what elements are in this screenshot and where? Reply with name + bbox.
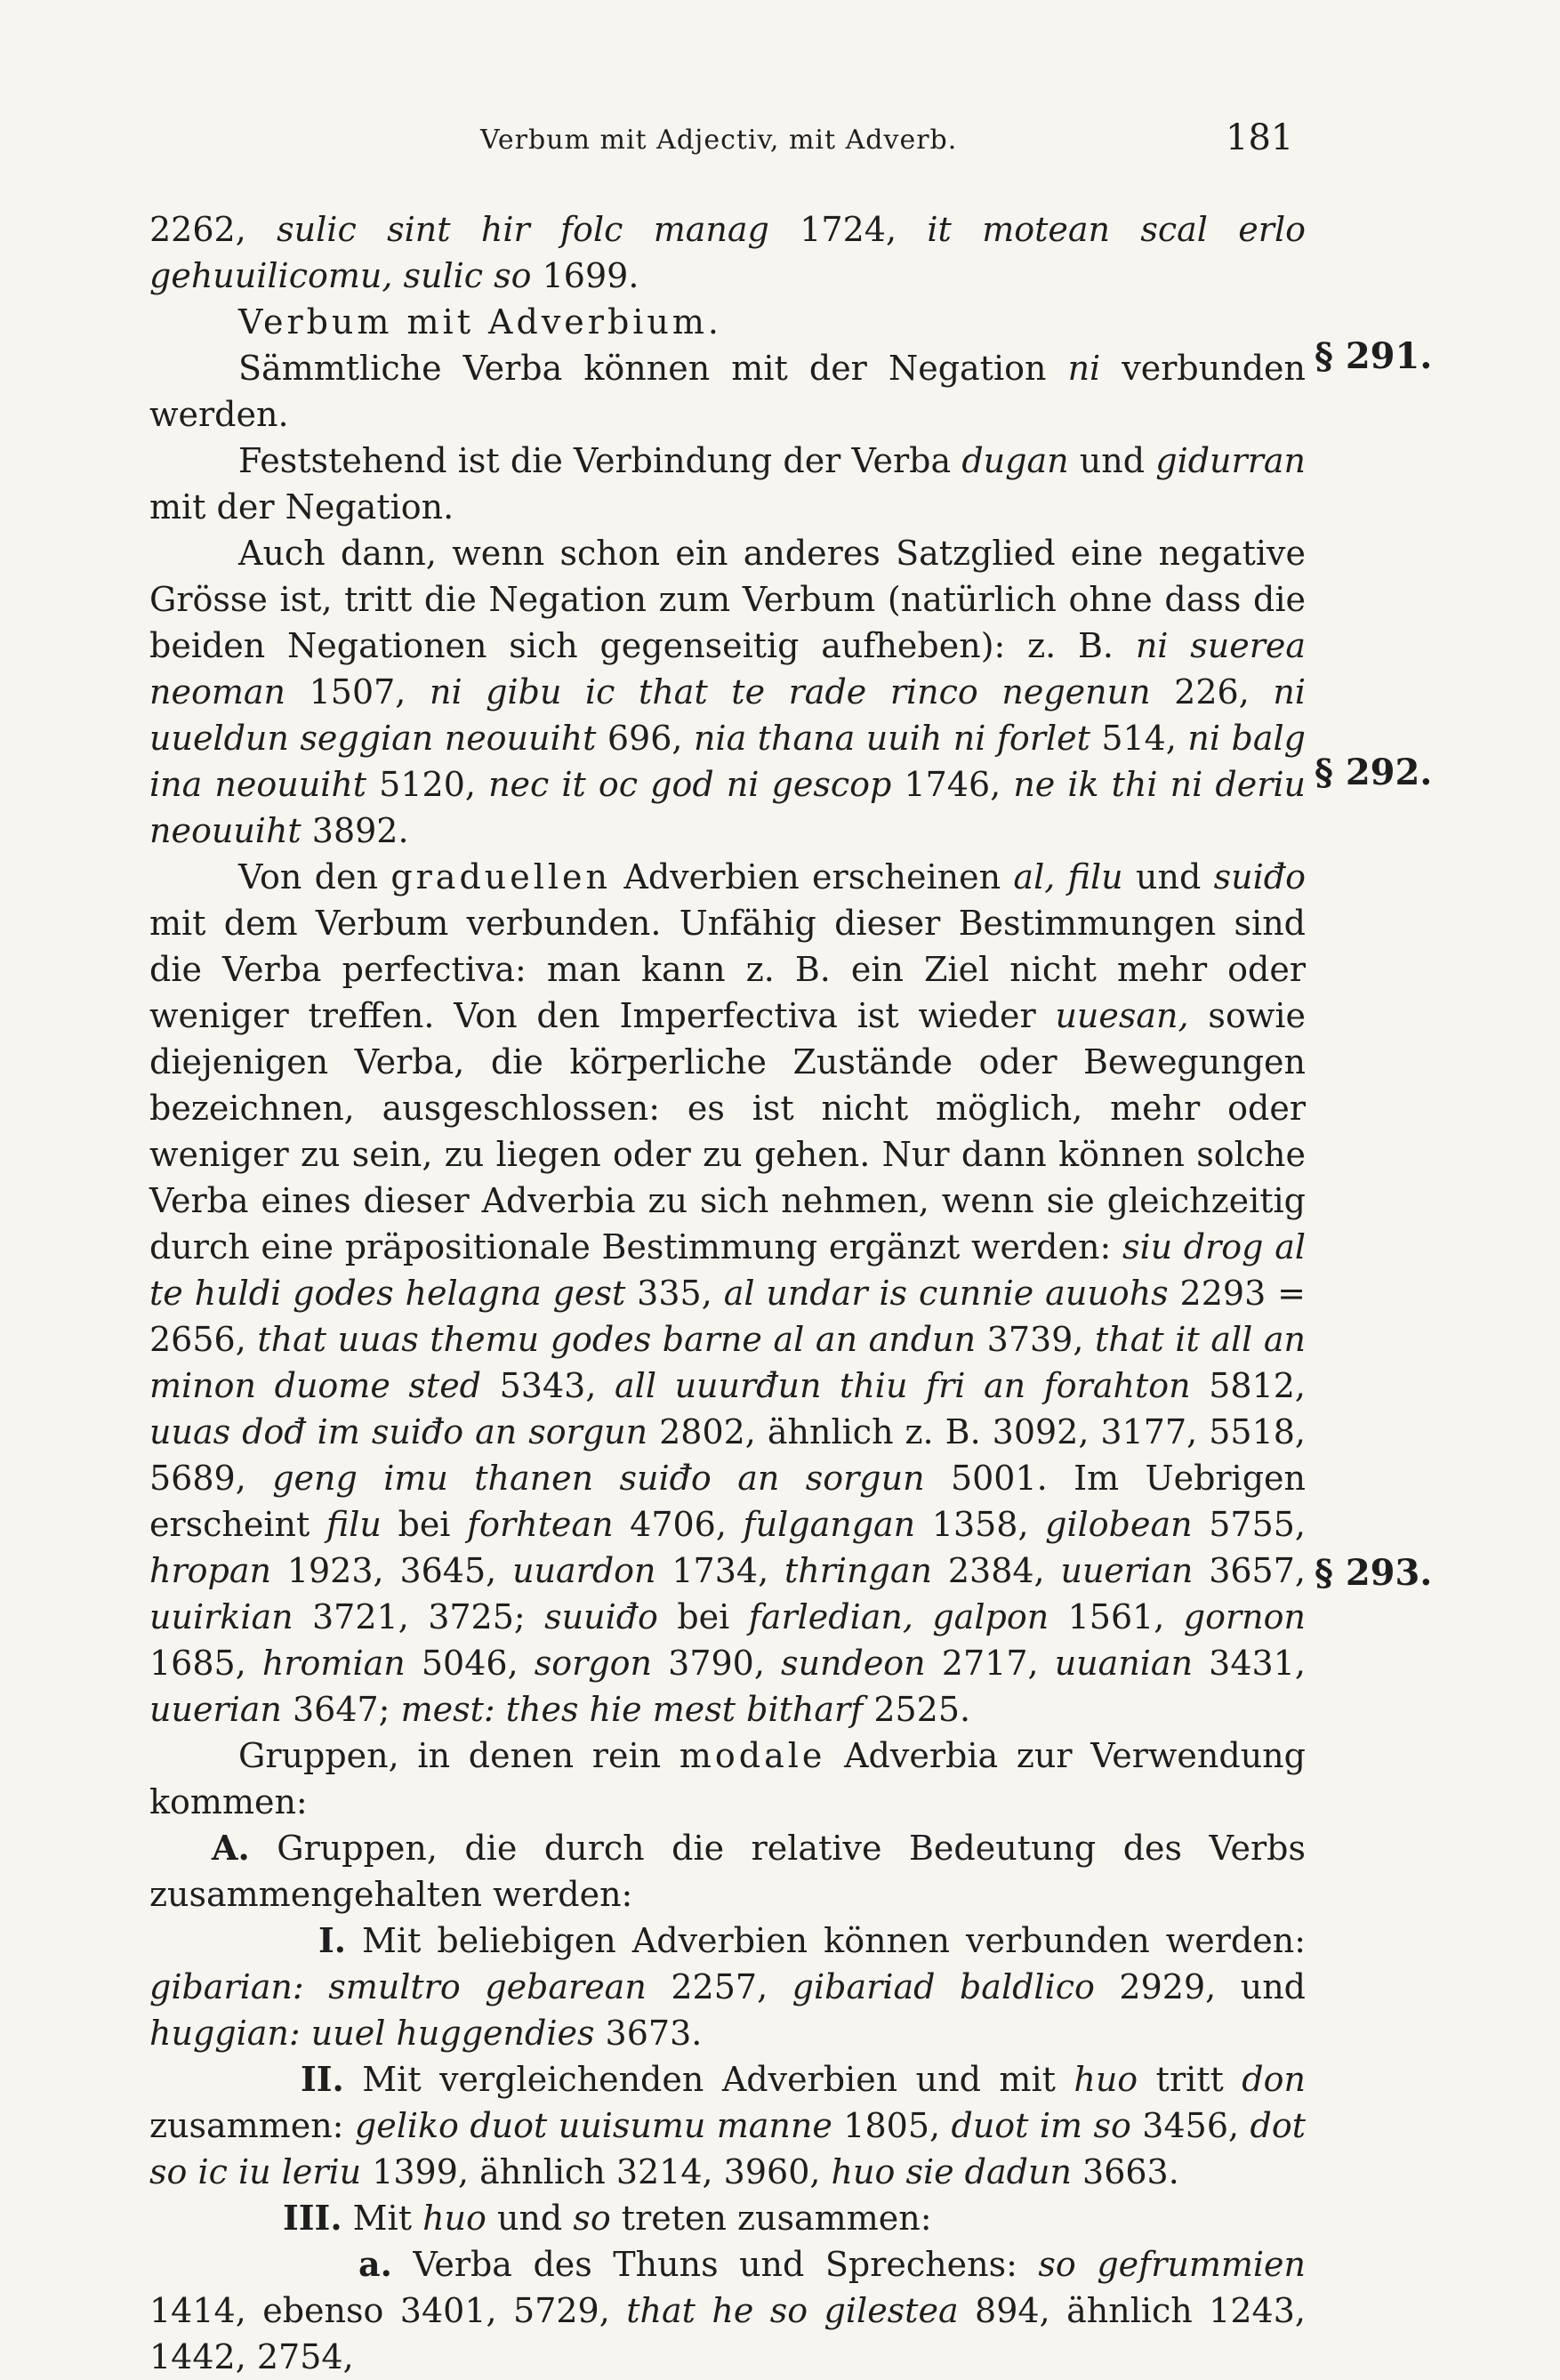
paragraph-291-a: Sämmtliche Verba können mit der Negation ni verbunden werden. xyxy=(149,349,1306,434)
paragraph-291-b: Feststehend ist die Verbindung der Verba dugan und gidurran mit der Negation. xyxy=(149,441,1306,527)
paragraph-293: Gruppen, in denen rein modale Adverbia zur Verwendung kommen: xyxy=(149,1736,1306,1821)
page-number: 181 xyxy=(1226,117,1294,158)
paragraph-293-roman-1: I. Mit beliebigen Adverbien können verbunden werden: gibarian: smultro gebarean 2257, gibariad baldlico 2929, und huggian: uuel huggendies 3673. xyxy=(149,1920,1307,2053)
paragraph-293-group-a: A. Gruppen, die durch die relative Bedeutung des Verbs zusammengehalten werden: xyxy=(149,1828,1306,1914)
section-mark-292: § 292. xyxy=(1315,752,1433,793)
paragraph-291-c: Auch dann, wenn schon ein anderes Satzglied eine negative Grösse ist, tritt die Negation zum Verbum (natürlich ohne dass die beiden Negationen sich gegenseitig aufheben): z. B. ni suerea neoman 1507, ni gibu ic that te rade rinco negenun 226, ni uueldun seggian neouuiht 696, nia thana uuih ni forlet 514, ni balg ina neouuiht 5120, nec it oc god ni gescop 1746, ne ik thi ni deriu neouuiht 3892. xyxy=(149,534,1306,850)
body-text xyxy=(149,206,1306,2380)
paragraph-293-roman-3: III. Mit huo und so treten zusammen: xyxy=(283,2198,932,2238)
paragraph-292: Von den graduellen Adverbien erscheinen al, filu und suiđo mit dem Verbum verbunden. Unfähig dieser Bestimmungen sind die Verba perfectiva: man kann z. B. ein Ziel nicht mehr oder weniger treffen. Von den Imperfectiva ist wieder uuesan, sowie diejenigen Verba, die körperliche Zustände oder Bewegungen bezeichnen, ausgeschlossen: es ist nicht möglich, mehr oder weniger zu sein, zu liegen oder zu gehen. Nur dann können solche Verba eines dieser Adverbia zu sich nehmen, wenn sie gleichzeitig durch eine präpositionale Bestimmung ergänzt werden: siu drog al te huldi godes helagna gest 335, al undar is cunnie auuohs 2293 = 2656, that uuas themu godes barne al an andun 3739, that it all an minon duome sted 5343, all uuurđun thiu fri an forahton 5812, uuas dođ im suiđo an sorgun 2802, ähnlich z. B. 3092, 3177, 5518, 5689, geng imu thanen suiđo an sorgun 5001. Im Uebrigen erscheint filu bei forhtean 4706, fulgangan 1358, gilobean 5755, hropan 1923, 3645, uuardon 1734, thringan 2384, uuerian 3657, uuirkian 3721, 3725; suuiđo bei farledian, galpon 1561, gornon 1685, hromian 5046, sorgon 3790, sundeon 2717, uuanian 3431, uuerian 3647; mest: thes hie mest bitharf 2525. xyxy=(149,857,1307,1729)
paragraph-293-roman-2: II. Mit vergleichenden Adverbien und mit huo tritt don zusammen: geliko duot uuisumu manne 1805, duot im so 3456, dot so ic iu leriu 1399, ähnlich 3214, 3960, huo sie dadun 3663. xyxy=(149,2059,1306,2191)
running-title: Verbum mit Adjectiv, mit Adverb. xyxy=(480,125,958,156)
subheading-verbum-adverbium: Verbum mit Adverbium. xyxy=(238,302,723,342)
section-mark-293: § 293. xyxy=(1315,1552,1433,1594)
section-mark-291: § 291. xyxy=(1315,335,1433,377)
paragraph-continuation: 2262, sulic sint hir folc manag 1724, it motean scal erlo gehuuilicomu, sulic so 1699. xyxy=(149,210,1306,295)
paragraph-293-sub-a: a. Verba des Thuns und Sprechens: so gefrummien 1414, ebenso 3401, 5729, that he so gilestea 894, ähnlich 1243, 1442, 2754, xyxy=(149,2244,1307,2376)
